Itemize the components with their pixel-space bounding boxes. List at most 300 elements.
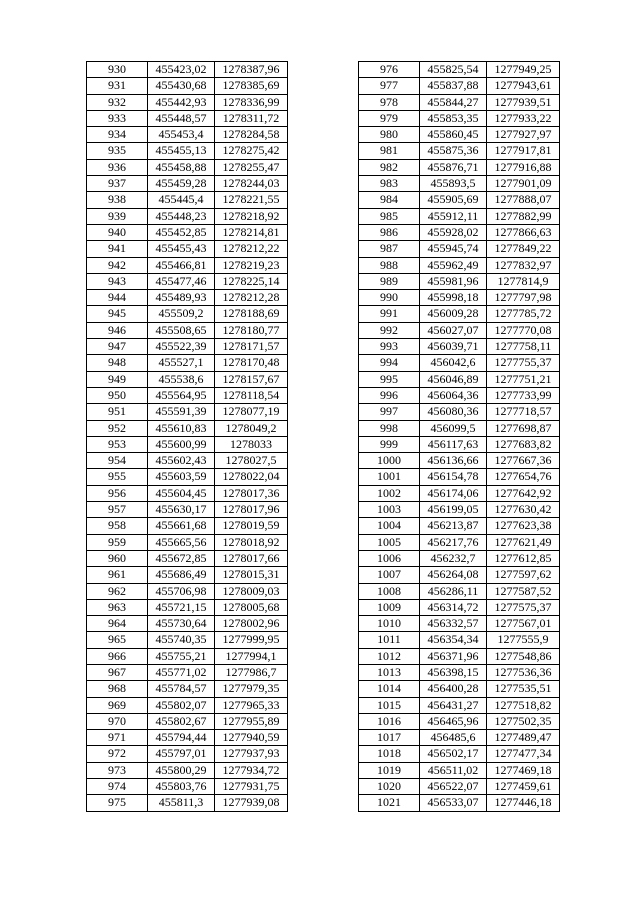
point-number-cell: 938 xyxy=(87,192,148,208)
coordinates-table-right xyxy=(358,61,560,812)
x-coordinate-cell: 455430,68 xyxy=(148,78,215,94)
point-number-cell: 937 xyxy=(87,176,148,192)
x-coordinate-cell: 456314,72 xyxy=(420,599,487,615)
y-coordinate-cell: 1277979,35 xyxy=(215,681,288,697)
point-number-cell: 999 xyxy=(359,436,420,452)
table-row xyxy=(359,795,560,811)
point-number-cell: 984 xyxy=(359,192,420,208)
y-coordinate-cell: 1278027,5 xyxy=(215,453,288,469)
y-coordinate-cell: 1277933,22 xyxy=(487,110,560,126)
table-row xyxy=(359,62,560,78)
table-row xyxy=(359,110,560,126)
table-row xyxy=(359,518,560,534)
table-row xyxy=(87,485,288,501)
x-coordinate-cell: 455455,43 xyxy=(148,241,215,257)
y-coordinate-cell: 1277502,35 xyxy=(487,713,560,729)
x-coordinate-cell: 455981,96 xyxy=(420,273,487,289)
x-coordinate-cell: 455876,71 xyxy=(420,159,487,175)
y-coordinate-cell: 1278385,69 xyxy=(215,78,288,94)
point-number-cell: 985 xyxy=(359,208,420,224)
x-coordinate-cell: 456264,08 xyxy=(420,567,487,583)
x-coordinate-cell: 455458,88 xyxy=(148,159,215,175)
x-coordinate-cell: 456400,28 xyxy=(420,681,487,697)
point-number-cell: 973 xyxy=(87,762,148,778)
point-number-cell: 951 xyxy=(87,404,148,420)
x-coordinate-cell: 455661,68 xyxy=(148,518,215,534)
x-coordinate-cell: 455604,45 xyxy=(148,485,215,501)
point-number-cell: 970 xyxy=(87,713,148,729)
table-row xyxy=(359,664,560,680)
y-coordinate-cell: 1278244,03 xyxy=(215,176,288,192)
y-coordinate-cell: 1278219,23 xyxy=(215,257,288,273)
point-number-cell: 952 xyxy=(87,420,148,436)
x-coordinate-cell: 455452,85 xyxy=(148,224,215,240)
x-coordinate-cell: 455853,35 xyxy=(420,110,487,126)
x-coordinate-cell: 456099,5 xyxy=(420,420,487,436)
table-row xyxy=(359,273,560,289)
point-number-cell: 978 xyxy=(359,94,420,110)
point-number-cell: 940 xyxy=(87,224,148,240)
y-coordinate-cell: 1277535,51 xyxy=(487,681,560,697)
table-row xyxy=(359,779,560,795)
table-row xyxy=(359,567,560,583)
y-coordinate-cell: 1277785,72 xyxy=(487,306,560,322)
point-number-cell: 972 xyxy=(87,746,148,762)
x-coordinate-cell: 455706,98 xyxy=(148,583,215,599)
x-coordinate-cell: 456533,07 xyxy=(420,795,487,811)
y-coordinate-cell: 1278017,66 xyxy=(215,550,288,566)
x-coordinate-cell: 455564,95 xyxy=(148,387,215,403)
point-number-cell: 1015 xyxy=(359,697,420,713)
x-coordinate-cell: 455860,45 xyxy=(420,127,487,143)
table-row xyxy=(87,648,288,664)
table-row xyxy=(87,290,288,306)
point-number-cell: 968 xyxy=(87,681,148,697)
point-number-cell: 966 xyxy=(87,648,148,664)
y-coordinate-cell: 1277567,01 xyxy=(487,616,560,632)
table-row xyxy=(359,339,560,355)
y-coordinate-cell: 1277575,37 xyxy=(487,599,560,615)
table-row xyxy=(359,192,560,208)
y-coordinate-cell: 1277612,85 xyxy=(487,550,560,566)
y-coordinate-cell: 1277986,7 xyxy=(215,664,288,680)
x-coordinate-cell: 456332,57 xyxy=(420,616,487,632)
table-row xyxy=(359,453,560,469)
x-coordinate-cell: 456136,66 xyxy=(420,453,487,469)
x-coordinate-cell: 455998,18 xyxy=(420,290,487,306)
x-coordinate-cell: 455811,3 xyxy=(148,795,215,811)
y-coordinate-cell: 1278387,96 xyxy=(215,62,288,78)
x-coordinate-cell: 456465,96 xyxy=(420,713,487,729)
table-row xyxy=(359,257,560,273)
x-coordinate-cell: 456199,05 xyxy=(420,502,487,518)
y-coordinate-cell: 1277866,63 xyxy=(487,224,560,240)
y-coordinate-cell: 1277469,18 xyxy=(487,762,560,778)
table-row xyxy=(87,469,288,485)
point-number-cell: 1001 xyxy=(359,469,420,485)
y-coordinate-cell: 1277849,22 xyxy=(487,241,560,257)
point-number-cell: 996 xyxy=(359,387,420,403)
table-row xyxy=(87,62,288,78)
x-coordinate-cell: 455803,76 xyxy=(148,779,215,795)
point-number-cell: 971 xyxy=(87,730,148,746)
table-row xyxy=(359,371,560,387)
x-coordinate-cell: 455455,13 xyxy=(148,143,215,159)
x-coordinate-cell: 455448,57 xyxy=(148,110,215,126)
y-coordinate-cell: 1277548,86 xyxy=(487,648,560,664)
point-number-cell: 942 xyxy=(87,257,148,273)
y-coordinate-cell: 1278015,31 xyxy=(215,567,288,583)
x-coordinate-cell: 455771,02 xyxy=(148,664,215,680)
y-coordinate-cell: 1277770,08 xyxy=(487,322,560,338)
point-number-cell: 946 xyxy=(87,322,148,338)
table-row xyxy=(87,436,288,452)
table-row xyxy=(87,518,288,534)
x-coordinate-cell: 456117,63 xyxy=(420,436,487,452)
point-number-cell: 987 xyxy=(359,241,420,257)
point-number-cell: 998 xyxy=(359,420,420,436)
y-coordinate-cell: 1277623,38 xyxy=(487,518,560,534)
point-number-cell: 965 xyxy=(87,632,148,648)
point-number-cell: 1006 xyxy=(359,550,420,566)
x-coordinate-cell: 455730,64 xyxy=(148,616,215,632)
y-coordinate-cell: 1278275,42 xyxy=(215,143,288,159)
x-coordinate-cell: 456354,34 xyxy=(420,632,487,648)
table-row xyxy=(87,567,288,583)
point-number-cell: 949 xyxy=(87,371,148,387)
y-coordinate-cell: 1277630,42 xyxy=(487,502,560,518)
table-row xyxy=(87,257,288,273)
y-coordinate-cell: 1277940,59 xyxy=(215,730,288,746)
table-row xyxy=(359,469,560,485)
x-coordinate-cell: 456027,07 xyxy=(420,322,487,338)
table-row xyxy=(87,127,288,143)
y-coordinate-cell: 1277755,37 xyxy=(487,355,560,371)
x-coordinate-cell: 455600,99 xyxy=(148,436,215,452)
y-coordinate-cell: 1277555,9 xyxy=(487,632,560,648)
x-coordinate-cell: 456286,11 xyxy=(420,583,487,599)
x-coordinate-cell: 455602,43 xyxy=(148,453,215,469)
table-row xyxy=(359,762,560,778)
table-row xyxy=(87,387,288,403)
point-number-cell: 934 xyxy=(87,127,148,143)
table-row xyxy=(359,78,560,94)
point-number-cell: 1004 xyxy=(359,518,420,534)
point-number-cell: 953 xyxy=(87,436,148,452)
point-number-cell: 933 xyxy=(87,110,148,126)
point-number-cell: 948 xyxy=(87,355,148,371)
y-coordinate-cell: 1278002,96 xyxy=(215,616,288,632)
y-coordinate-cell: 1277965,33 xyxy=(215,697,288,713)
point-number-cell: 988 xyxy=(359,257,420,273)
y-coordinate-cell: 1277994,1 xyxy=(215,648,288,664)
point-number-cell: 989 xyxy=(359,273,420,289)
table-row xyxy=(87,420,288,436)
table-row xyxy=(359,306,560,322)
x-coordinate-cell: 456039,71 xyxy=(420,339,487,355)
table-row xyxy=(359,599,560,615)
point-number-cell: 1020 xyxy=(359,779,420,795)
y-coordinate-cell: 1277999,95 xyxy=(215,632,288,648)
y-coordinate-cell: 1277931,75 xyxy=(215,779,288,795)
point-number-cell: 991 xyxy=(359,306,420,322)
x-coordinate-cell: 455610,83 xyxy=(148,420,215,436)
table-row xyxy=(359,404,560,420)
y-coordinate-cell: 1277797,98 xyxy=(487,290,560,306)
x-coordinate-cell: 455630,17 xyxy=(148,502,215,518)
table-row xyxy=(359,550,560,566)
y-coordinate-cell: 1278180,77 xyxy=(215,322,288,338)
point-number-cell: 935 xyxy=(87,143,148,159)
point-number-cell: 1009 xyxy=(359,599,420,615)
table-row xyxy=(87,110,288,126)
point-number-cell: 1013 xyxy=(359,664,420,680)
table-row xyxy=(87,322,288,338)
table-row xyxy=(359,648,560,664)
y-coordinate-cell: 1277927,97 xyxy=(487,127,560,143)
table-row xyxy=(87,339,288,355)
y-coordinate-cell: 1277536,36 xyxy=(487,664,560,680)
x-coordinate-cell: 455962,49 xyxy=(420,257,487,273)
x-coordinate-cell: 455797,01 xyxy=(148,746,215,762)
table-row xyxy=(359,697,560,713)
point-number-cell: 958 xyxy=(87,518,148,534)
point-number-cell: 950 xyxy=(87,387,148,403)
y-coordinate-cell: 1278157,67 xyxy=(215,371,288,387)
table-row xyxy=(87,713,288,729)
y-coordinate-cell: 1277446,18 xyxy=(487,795,560,811)
point-number-cell: 983 xyxy=(359,176,420,192)
table-row xyxy=(359,436,560,452)
point-number-cell: 969 xyxy=(87,697,148,713)
table-row xyxy=(87,453,288,469)
table-row xyxy=(359,616,560,632)
y-coordinate-cell: 1278170,48 xyxy=(215,355,288,371)
point-number-cell: 980 xyxy=(359,127,420,143)
point-number-cell: 1014 xyxy=(359,681,420,697)
y-coordinate-cell: 1278049,2 xyxy=(215,420,288,436)
x-coordinate-cell: 455825,54 xyxy=(420,62,487,78)
y-coordinate-cell: 1277901,09 xyxy=(487,176,560,192)
point-number-cell: 962 xyxy=(87,583,148,599)
table-row xyxy=(359,730,560,746)
x-coordinate-cell: 456064,36 xyxy=(420,387,487,403)
y-coordinate-cell: 1277642,92 xyxy=(487,485,560,501)
table-row xyxy=(87,143,288,159)
y-coordinate-cell: 1277814,9 xyxy=(487,273,560,289)
y-coordinate-cell: 1277698,87 xyxy=(487,420,560,436)
x-coordinate-cell: 456042,6 xyxy=(420,355,487,371)
y-coordinate-cell: 1277882,99 xyxy=(487,208,560,224)
x-coordinate-cell: 456046,89 xyxy=(420,371,487,387)
point-number-cell: 1003 xyxy=(359,502,420,518)
y-coordinate-cell: 1277943,61 xyxy=(487,78,560,94)
x-coordinate-cell: 455802,67 xyxy=(148,713,215,729)
x-coordinate-cell: 456213,87 xyxy=(420,518,487,534)
y-coordinate-cell: 1277621,49 xyxy=(487,534,560,550)
point-number-cell: 945 xyxy=(87,306,148,322)
table-row xyxy=(87,534,288,550)
y-coordinate-cell: 1278221,55 xyxy=(215,192,288,208)
x-coordinate-cell: 455844,27 xyxy=(420,94,487,110)
point-number-cell: 955 xyxy=(87,469,148,485)
table-row xyxy=(87,355,288,371)
point-number-cell: 981 xyxy=(359,143,420,159)
table-row xyxy=(87,78,288,94)
x-coordinate-cell: 455802,07 xyxy=(148,697,215,713)
table-row xyxy=(359,290,560,306)
x-coordinate-cell: 455686,49 xyxy=(148,567,215,583)
point-number-cell: 997 xyxy=(359,404,420,420)
x-coordinate-cell: 455522,39 xyxy=(148,339,215,355)
table-row xyxy=(87,550,288,566)
coordinates-table-left xyxy=(86,61,288,812)
table-row xyxy=(359,583,560,599)
x-coordinate-cell: 455477,46 xyxy=(148,273,215,289)
y-coordinate-cell: 1278033 xyxy=(215,436,288,452)
x-coordinate-cell: 455794,44 xyxy=(148,730,215,746)
point-number-cell: 976 xyxy=(359,62,420,78)
y-coordinate-cell: 1277949,25 xyxy=(487,62,560,78)
point-number-cell: 1016 xyxy=(359,713,420,729)
y-coordinate-cell: 1278022,04 xyxy=(215,469,288,485)
x-coordinate-cell: 455672,85 xyxy=(148,550,215,566)
table-row xyxy=(87,616,288,632)
table-row xyxy=(87,192,288,208)
table-row xyxy=(87,404,288,420)
point-number-cell: 957 xyxy=(87,502,148,518)
point-number-cell: 967 xyxy=(87,664,148,680)
y-coordinate-cell: 1278336,99 xyxy=(215,94,288,110)
x-coordinate-cell: 455466,81 xyxy=(148,257,215,273)
x-coordinate-cell: 455489,93 xyxy=(148,290,215,306)
y-coordinate-cell: 1277916,88 xyxy=(487,159,560,175)
table-row xyxy=(359,713,560,729)
y-coordinate-cell: 1277937,93 xyxy=(215,746,288,762)
point-number-cell: 1011 xyxy=(359,632,420,648)
y-coordinate-cell: 1277477,34 xyxy=(487,746,560,762)
x-coordinate-cell: 456154,78 xyxy=(420,469,487,485)
y-coordinate-cell: 1277518,82 xyxy=(487,697,560,713)
point-number-cell: 947 xyxy=(87,339,148,355)
x-coordinate-cell: 455905,69 xyxy=(420,192,487,208)
y-coordinate-cell: 1278284,58 xyxy=(215,127,288,143)
y-coordinate-cell: 1277654,76 xyxy=(487,469,560,485)
table-row xyxy=(87,224,288,240)
table-row xyxy=(87,371,288,387)
point-number-cell: 964 xyxy=(87,616,148,632)
x-coordinate-cell: 456080,36 xyxy=(420,404,487,420)
table-row xyxy=(359,224,560,240)
point-number-cell: 1000 xyxy=(359,453,420,469)
y-coordinate-cell: 1277939,51 xyxy=(487,94,560,110)
point-number-cell: 979 xyxy=(359,110,420,126)
table-row xyxy=(87,681,288,697)
point-number-cell: 990 xyxy=(359,290,420,306)
x-coordinate-cell: 456217,76 xyxy=(420,534,487,550)
point-number-cell: 1007 xyxy=(359,567,420,583)
point-number-cell: 974 xyxy=(87,779,148,795)
table-row xyxy=(359,143,560,159)
table-row xyxy=(359,681,560,697)
point-number-cell: 1005 xyxy=(359,534,420,550)
table-row xyxy=(87,599,288,615)
y-coordinate-cell: 1278017,96 xyxy=(215,502,288,518)
x-coordinate-cell: 455800,29 xyxy=(148,762,215,778)
table-row xyxy=(359,176,560,192)
y-coordinate-cell: 1277751,21 xyxy=(487,371,560,387)
x-coordinate-cell: 455912,11 xyxy=(420,208,487,224)
table-row xyxy=(87,697,288,713)
point-number-cell: 944 xyxy=(87,290,148,306)
y-coordinate-cell: 1277459,61 xyxy=(487,779,560,795)
x-coordinate-cell: 456174,06 xyxy=(420,485,487,501)
x-coordinate-cell: 455665,56 xyxy=(148,534,215,550)
x-coordinate-cell: 456371,96 xyxy=(420,648,487,664)
table-row xyxy=(359,127,560,143)
table-row xyxy=(87,762,288,778)
point-number-cell: 1018 xyxy=(359,746,420,762)
x-coordinate-cell: 455508,65 xyxy=(148,322,215,338)
point-number-cell: 977 xyxy=(359,78,420,94)
table-row xyxy=(87,583,288,599)
table-row xyxy=(87,779,288,795)
x-coordinate-cell: 455721,15 xyxy=(148,599,215,615)
table-row xyxy=(359,159,560,175)
x-coordinate-cell: 455538,6 xyxy=(148,371,215,387)
y-coordinate-cell: 1278009,03 xyxy=(215,583,288,599)
y-coordinate-cell: 1278214,81 xyxy=(215,224,288,240)
point-number-cell: 1017 xyxy=(359,730,420,746)
table-row xyxy=(359,420,560,436)
point-number-cell: 930 xyxy=(87,62,148,78)
table-row xyxy=(359,534,560,550)
table-row xyxy=(359,241,560,257)
y-coordinate-cell: 1277733,99 xyxy=(487,387,560,403)
table-row xyxy=(87,159,288,175)
x-coordinate-cell: 456009,28 xyxy=(420,306,487,322)
table-row xyxy=(359,355,560,371)
x-coordinate-cell: 455837,88 xyxy=(420,78,487,94)
point-number-cell: 932 xyxy=(87,94,148,110)
y-coordinate-cell: 1278017,36 xyxy=(215,485,288,501)
table-row xyxy=(87,502,288,518)
x-coordinate-cell: 456232,7 xyxy=(420,550,487,566)
x-coordinate-cell: 455509,2 xyxy=(148,306,215,322)
y-coordinate-cell: 1278005,68 xyxy=(215,599,288,615)
y-coordinate-cell: 1278019,59 xyxy=(215,518,288,534)
y-coordinate-cell: 1278212,28 xyxy=(215,290,288,306)
table-row xyxy=(87,273,288,289)
x-coordinate-cell: 456522,07 xyxy=(420,779,487,795)
x-coordinate-cell: 455603,59 xyxy=(148,469,215,485)
y-coordinate-cell: 1277489,47 xyxy=(487,730,560,746)
x-coordinate-cell: 455893,5 xyxy=(420,176,487,192)
x-coordinate-cell: 456502,17 xyxy=(420,746,487,762)
table-row xyxy=(359,746,560,762)
y-coordinate-cell: 1278188,69 xyxy=(215,306,288,322)
table-row xyxy=(359,94,560,110)
point-number-cell: 1008 xyxy=(359,583,420,599)
point-number-cell: 975 xyxy=(87,795,148,811)
point-number-cell: 1012 xyxy=(359,648,420,664)
x-coordinate-cell: 455423,02 xyxy=(148,62,215,78)
x-coordinate-cell: 455459,28 xyxy=(148,176,215,192)
point-number-cell: 1019 xyxy=(359,762,420,778)
table-row xyxy=(359,485,560,501)
table-row xyxy=(87,795,288,811)
point-number-cell: 941 xyxy=(87,241,148,257)
